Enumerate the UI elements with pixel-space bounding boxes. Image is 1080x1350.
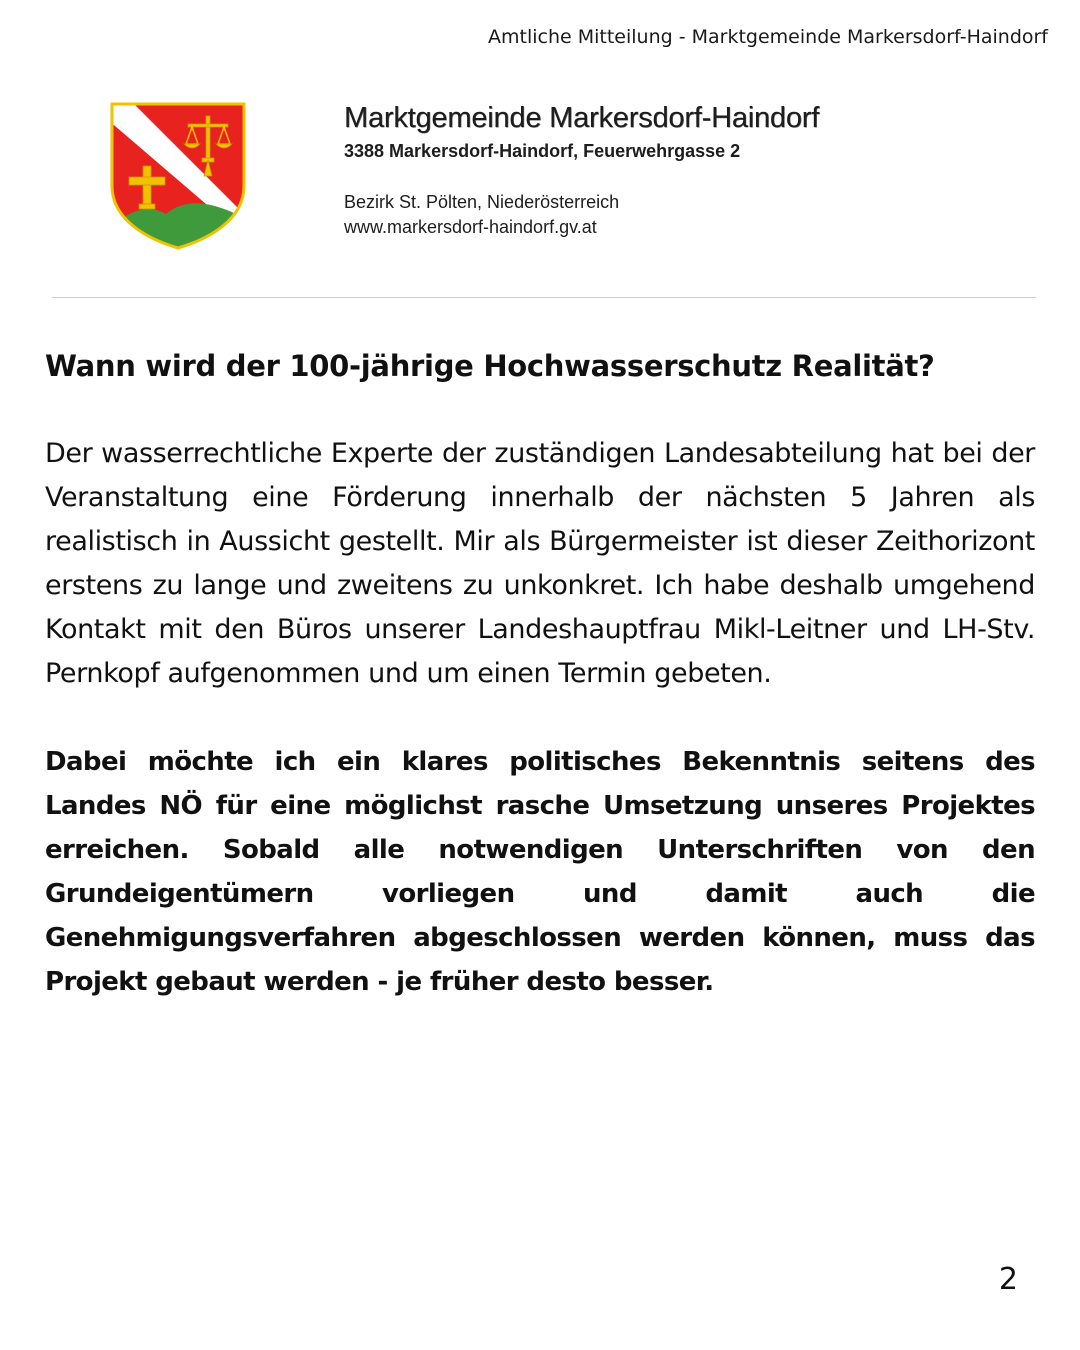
municipality-district: Bezirk St. Pölten, Niederösterreich <box>344 192 620 212</box>
municipal-coat-of-arms-icon <box>108 100 248 252</box>
article-headline: Wann wird der 100-jährige Hochwasserschutz Realität? <box>45 349 935 383</box>
letterhead-text <box>344 102 819 238</box>
page-number: 2 <box>998 1262 1018 1297</box>
article-body <box>45 344 1035 1004</box>
header-divider <box>52 297 1036 298</box>
municipality-website: www.markersdorf-haindorf.gv.at <box>344 217 597 237</box>
official-notice-header: Amtliche Mitteilung - Marktgemeinde Markersdorf-Haindorf <box>488 26 1048 48</box>
municipality-name: Marktgemeinde Markersdorf-Haindorf <box>344 102 820 134</box>
article-paragraph-2: Dabei möchte ich ein klares politisches Bekenntnis seitens des Landes NÖ für eine möglichst rasche Umsetzung unseres Projektes erreichen. Sobald alle notwendigen Unterschriften von den Grundeigentümern vorliegen und damit auch die Genehmigungsverfahren abgeschlossen werden können, muss das Projekt gebaut werden - je früher desto besser. <box>45 747 1035 997</box>
letterhead <box>108 100 968 260</box>
article-paragraph-1: Der wasserrechtliche Experte der zuständigen Landesabteilung hat bei der Veranstaltung eine Förderung innerhalb der nächsten 5 Jahren als realistisch in Aussicht gestellt. Mir als Bürgermeister ist dieser Zeithorizont erstens zu lange und zweitens zu unkonkret. Ich habe deshalb umgehend Kontakt mit den Büros unserer Landeshauptfrau Mikl-Leitner und LH-Stv. Pernkopf aufgenommen und um einen Termin gebeten. <box>45 438 1035 689</box>
municipality-address: 3388 Markersdorf-Haindorf, Feuerwehrgasse 2 <box>344 141 741 161</box>
